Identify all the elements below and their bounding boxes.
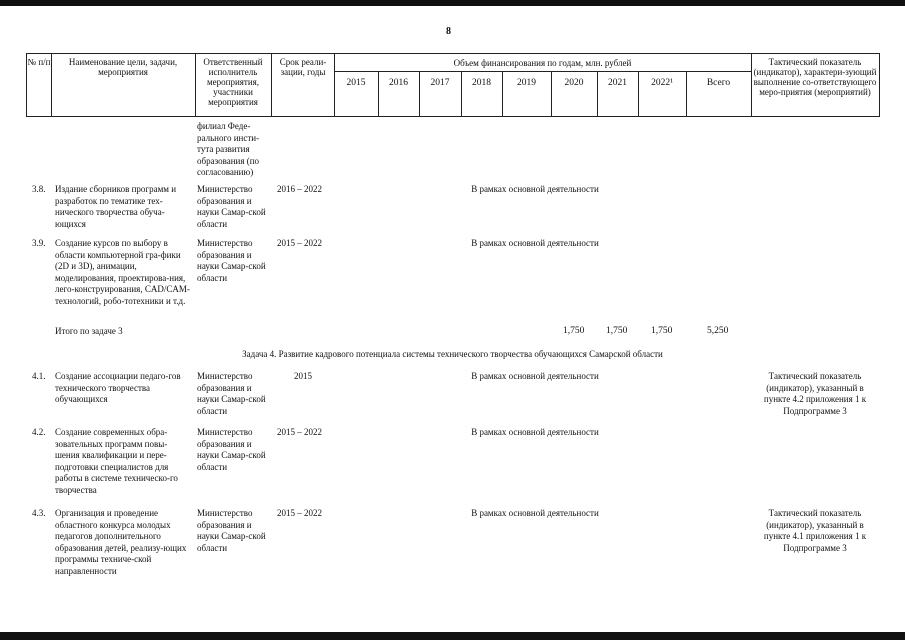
row-funding: В рамках основной деятельности <box>471 371 599 381</box>
page-number: 8 <box>446 26 451 37</box>
task4-heading: Задача 4. Развитие кадрового потенциала системы технического творчества обучающихся Самарской области <box>242 349 663 359</box>
total-sum: 5,250 <box>707 326 729 336</box>
header-year: 2015 <box>346 78 366 88</box>
top-border-bar <box>0 0 905 6</box>
row-period: 2016 – 2022 <box>277 184 322 194</box>
row-funding: В рамках основной деятельности <box>471 427 599 437</box>
row-executor: Министерство образования и науки Самар-ской области <box>197 508 266 553</box>
row-number: 4.2. <box>32 427 46 437</box>
header-divider <box>751 54 752 116</box>
bottom-border-bar <box>0 632 905 640</box>
total-2020: 1,750 <box>563 326 585 336</box>
row-period: 2015 <box>294 371 312 381</box>
header-year: 2019 <box>517 78 536 88</box>
row-indicator: Тактический показатель (индикатор), указанный в пункте 4.1 приложения 1 к Подпрограмме 3 <box>763 508 867 553</box>
row-funding: В рамках основной деятельности <box>471 238 599 248</box>
row-executor: Министерство образования и науки Самар-ской области <box>197 184 266 229</box>
row-number: 3.9. <box>32 238 46 248</box>
header-no: № п/п <box>27 57 51 67</box>
header-name: Наименование цели, задачи, мероприятия <box>68 57 178 77</box>
header-year: 2021 <box>608 78 627 88</box>
row-name: Создание современных обра-зовательных программ повы-шения квалификации и пере-подготовки специалистов для работы в системе техническо-го творчества <box>55 427 178 495</box>
row-funding: В рамках основной деятельности <box>471 508 599 518</box>
header-executor: Ответственный исполнитель мероприятия, участники мероприятия <box>203 57 263 107</box>
header-divider <box>51 54 52 116</box>
row-name: Издание сборников программ и разработок по тематике тех-нического творчества обуча-ющихся <box>55 184 177 229</box>
header-total: Всего <box>706 78 731 88</box>
row-executor: Министерство образования и науки Самар-ской области <box>197 427 266 472</box>
row-name: Создание курсов по выбору в области компьютерной гра-фики (2D и 3D), анимации, моделирования, проектирова-ния, лего-конструирования, CAD/CAM-технологий, робо-тотехники и т.д. <box>55 238 190 306</box>
row-number: 4.1. <box>32 371 46 381</box>
total-label: Итого по задаче 3 <box>55 326 123 336</box>
row-name: Создание ассоциации педаго-гов технического творчества обучающихся <box>55 371 181 404</box>
row-name: Организация и проведение областного конкурса молодых педагогов дополнительного образования детей, реализу-ющих программы техниче-ской направленности <box>55 508 187 576</box>
row-executor: Министерство образования и науки Самар-ской области <box>197 371 266 416</box>
total-2021: 1,750 <box>606 326 628 336</box>
header-year: 2020 <box>564 78 584 88</box>
header-year: 2017 <box>430 78 450 88</box>
row-number: 3.8. <box>32 184 46 194</box>
header-divider <box>271 54 272 116</box>
header-period: Срок реали-зации, годы <box>279 57 327 77</box>
header-indicator: Тактический показатель (индикатор), характери-зующий выполнение со-ответствующего меро-приятия (мероприятий) <box>753 57 877 97</box>
row-period: 2015 – 2022 <box>277 508 322 518</box>
row-executor: Министерство образования и науки Самар-ской области <box>197 238 266 283</box>
header-divider <box>334 71 751 72</box>
header-year: 2016 <box>389 78 408 88</box>
header-divider <box>195 54 196 116</box>
header-funding: Объем финансирования по годам, млн. рублей <box>453 58 632 68</box>
table-header <box>26 53 880 117</box>
row-period: 2015 – 2022 <box>277 238 322 248</box>
header-year: 2022¹ <box>651 78 673 88</box>
row-period: 2015 – 2022 <box>277 427 322 437</box>
total-2022: 1,750 <box>651 326 673 336</box>
row-funding: В рамках основной деятельности <box>471 184 599 194</box>
executor-continuation: филиал Феде-рального инсти-тута развития образования (по согласованию) <box>197 121 260 177</box>
header-year: 2018 <box>472 78 491 88</box>
row-indicator: Тактический показатель (индикатор), указанный в пункте 4.2 приложения 1 к Подпрограмме 3 <box>763 371 867 416</box>
row-number: 4.3. <box>32 508 46 518</box>
